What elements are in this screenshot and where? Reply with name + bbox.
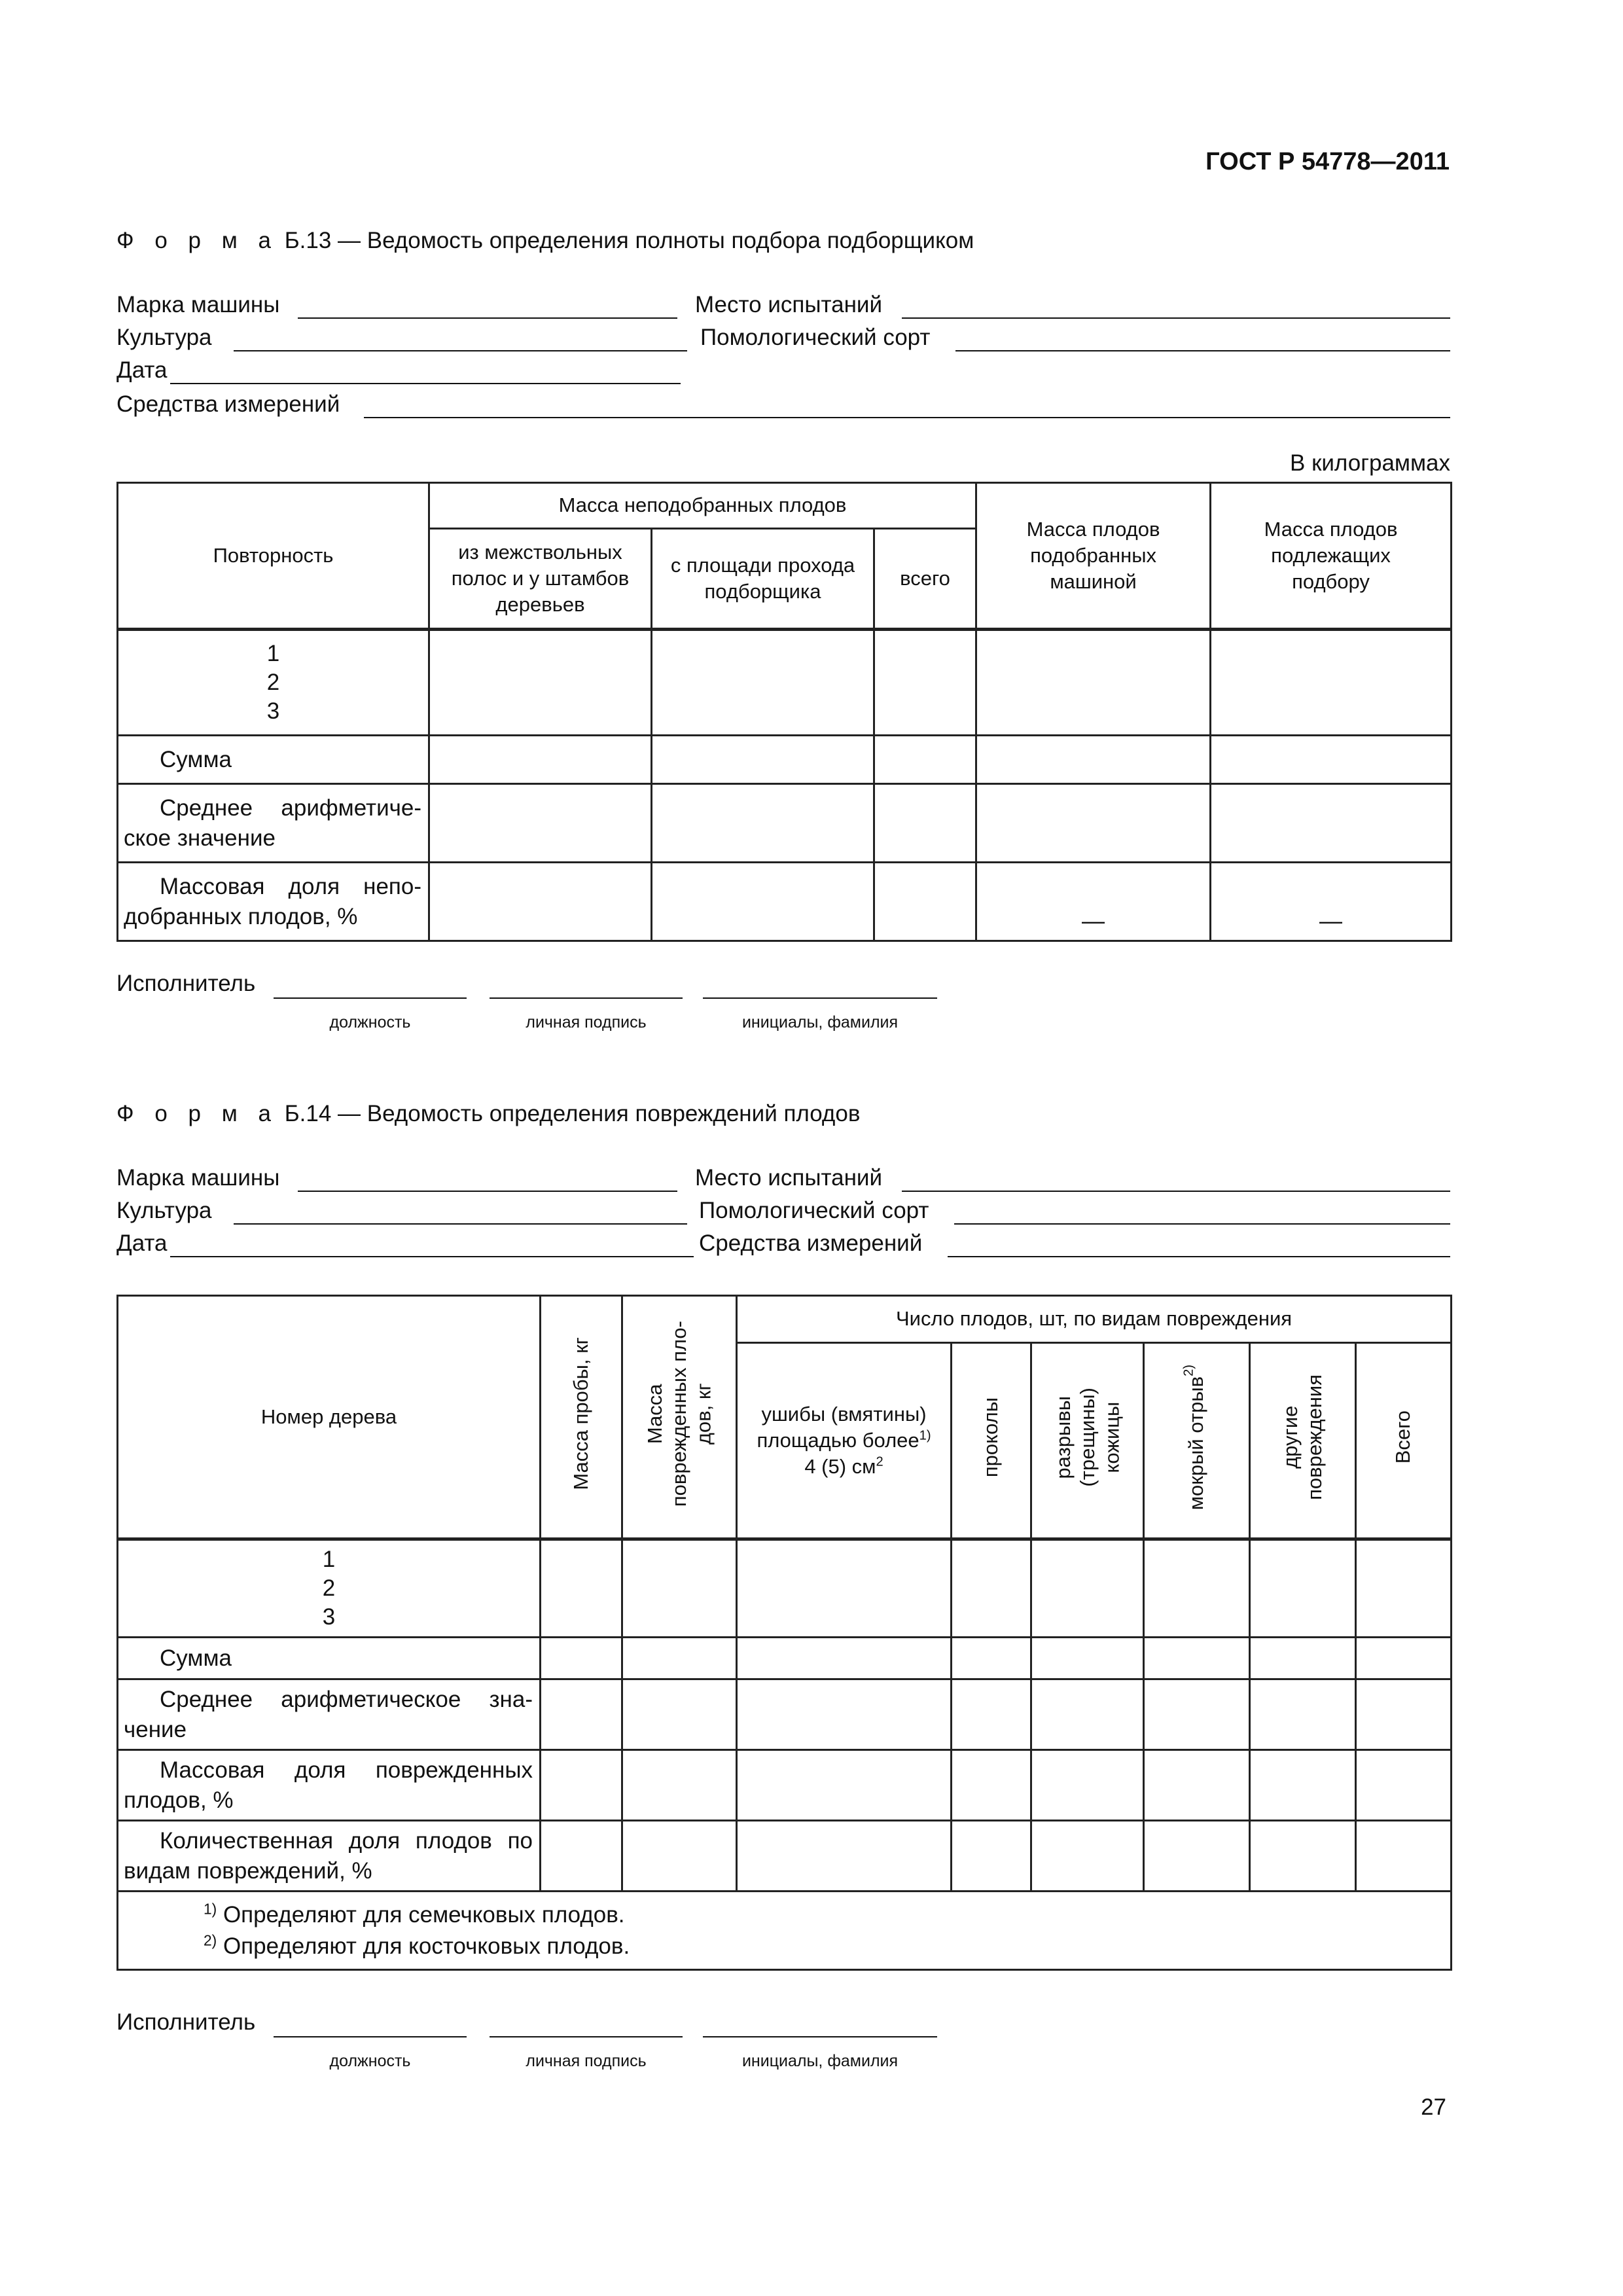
footnote-2: $^{2)}$ Определяют для косточковых плодов. xyxy=(204,1931,630,1959)
executor14-name-field[interactable] xyxy=(703,2036,937,2037)
form13-units: В килограммах xyxy=(1290,450,1450,476)
executor13-signature-caption: личная подпись xyxy=(526,1013,647,1031)
table-cell[interactable] xyxy=(737,1821,952,1892)
header-interrow: из межствольных полос и у штамбов деревьев xyxy=(429,529,652,630)
table-cell[interactable] xyxy=(737,1638,952,1679)
header-damaged-mass-line: поврежденных пло- xyxy=(668,1320,691,1507)
table-cell[interactable] xyxy=(952,1679,1031,1750)
table-cell[interactable] xyxy=(1144,1539,1250,1638)
table-cell[interactable] xyxy=(1031,1821,1144,1892)
row-unpicked-share: Массовая доля непо-добранных плодов, % xyxy=(118,863,429,941)
form14-title xyxy=(116,1101,860,1127)
table-cell[interactable] xyxy=(622,1750,737,1821)
table-cell[interactable] xyxy=(1356,1821,1452,1892)
form14-crop-field[interactable] xyxy=(234,1223,687,1225)
executor14-signature-field[interactable] xyxy=(490,2036,683,2037)
row-sum: Сумма xyxy=(118,1638,541,1679)
form14-machine-field[interactable] xyxy=(298,1191,677,1192)
form13-machine-label: Марка машины xyxy=(116,292,280,317)
executor13-name-field[interactable] xyxy=(703,997,937,999)
header-total-text: Всего xyxy=(1391,1410,1415,1464)
table-cell[interactable] xyxy=(541,1679,622,1750)
dash-cell: — xyxy=(976,863,1211,941)
table-cell[interactable] xyxy=(1356,1679,1452,1750)
form14-machine-label: Марка машины xyxy=(116,1165,280,1191)
table-cell[interactable] xyxy=(874,784,976,863)
header-damaged-mass-text xyxy=(643,1321,716,1507)
form14-place-label: Место испытаний xyxy=(695,1165,883,1191)
table-cell[interactable] xyxy=(652,784,874,863)
header-bruises-line: ушибы (вмятины) xyxy=(761,1402,927,1426)
tree-number: 2 xyxy=(322,1575,336,1602)
dash-cell: — xyxy=(1211,863,1452,941)
table-cell[interactable] xyxy=(652,630,874,736)
header-wet-tear xyxy=(1144,1343,1250,1539)
table-cell[interactable] xyxy=(1250,1679,1356,1750)
table-cell[interactable] xyxy=(1144,1750,1250,1821)
table-cell[interactable] xyxy=(952,1821,1031,1892)
row-mean: Среднее арифметическое зна-чение xyxy=(118,1679,541,1750)
table-cell[interactable] xyxy=(1250,1539,1356,1638)
form13-date-field[interactable] xyxy=(170,383,681,384)
table-cell[interactable] xyxy=(1144,1679,1250,1750)
header-other-damage xyxy=(1250,1343,1356,1539)
table-cell[interactable] xyxy=(1144,1638,1250,1679)
executor13-label: Исполнитель xyxy=(116,971,256,996)
form13-title xyxy=(116,228,974,254)
table-cell[interactable] xyxy=(541,1821,622,1892)
table-cell[interactable] xyxy=(622,1821,737,1892)
table-cell[interactable] xyxy=(429,736,652,784)
table-cell[interactable] xyxy=(1211,736,1452,784)
tree-number: 3 xyxy=(322,1604,336,1630)
table-cell[interactable] xyxy=(952,1750,1031,1821)
table-cell[interactable] xyxy=(1250,1750,1356,1821)
header-damaged-mass xyxy=(622,1296,737,1539)
table-cell[interactable] xyxy=(541,1539,622,1638)
standard-number: ГОСТ Р 54778—2011 xyxy=(1205,148,1450,175)
executor14-position-caption: должность xyxy=(329,2052,411,2070)
repeat-numbers xyxy=(118,630,429,736)
table-cell[interactable] xyxy=(1356,1539,1452,1638)
header-bruises-line: 4 (5) $см^2$ xyxy=(804,1454,883,1479)
table-cell[interactable] xyxy=(622,1539,737,1638)
table-cell[interactable] xyxy=(1031,1750,1144,1821)
table-cell[interactable] xyxy=(1356,1638,1452,1679)
table-cell[interactable] xyxy=(1250,1638,1356,1679)
table-cell[interactable] xyxy=(1031,1679,1144,1750)
form13-crop-field[interactable] xyxy=(234,350,687,351)
header-damaged-mass-line: Масса xyxy=(643,1383,667,1444)
table-cell[interactable] xyxy=(1211,630,1452,736)
form13-title-text: Б.13 — Ведомость определения полноты подбора подборщиком xyxy=(277,228,974,253)
header-tears xyxy=(1031,1343,1144,1539)
header-total xyxy=(1356,1343,1452,1539)
table-cell[interactable] xyxy=(952,1539,1031,1638)
executor14-name-caption: инициалы, фамилия xyxy=(741,2052,899,2070)
header-picked-mass: Масса плодов подобранных машиной xyxy=(976,483,1211,630)
header-sample-mass xyxy=(541,1296,622,1539)
table-cell[interactable] xyxy=(737,1539,952,1638)
table-cell[interactable] xyxy=(1031,1638,1144,1679)
form13-crop-label: Культура xyxy=(116,325,212,350)
page-number: 27 xyxy=(1421,2094,1446,2120)
form13-instruments-field[interactable] xyxy=(364,417,1450,418)
executor14-label: Исполнитель xyxy=(116,2009,256,2035)
header-unpicked-mass: Масса неподобранных плодов xyxy=(429,483,976,529)
repeat-number: 2 xyxy=(266,670,280,696)
executor14-signature-caption: личная подпись xyxy=(526,2052,647,2070)
table-cell[interactable] xyxy=(429,630,652,736)
form14-instruments-label: Средства измерений xyxy=(699,1230,923,1256)
footnote-1: $^{1)}$ Определяют для семечковых плодов. xyxy=(204,1900,625,1928)
form13-place-field[interactable] xyxy=(902,317,1450,319)
form13-instruments-label: Средства измерений xyxy=(116,391,340,417)
header-wet-tear-text: мокрый отрыв$^{2)}$ xyxy=(1182,1364,1208,1510)
table-cell[interactable] xyxy=(737,1679,952,1750)
row-count-share: Количественная доля плодов по видам повреждений, % xyxy=(118,1821,541,1892)
header-bruises xyxy=(737,1343,952,1539)
form14-table xyxy=(116,1295,1452,1971)
tree-number: 1 xyxy=(322,1547,336,1573)
table-cell[interactable] xyxy=(874,736,976,784)
header-tree-number: Номер дерева xyxy=(118,1296,541,1539)
table-cell[interactable] xyxy=(976,630,1211,736)
header-pass-area: с площади прохода подборщика xyxy=(652,529,874,630)
form13-title-prefix: Ф о р м а xyxy=(116,228,278,253)
executor13-position-field[interactable] xyxy=(274,997,467,999)
form14-title-prefix: Ф о р м а xyxy=(116,1101,278,1126)
table-cell[interactable] xyxy=(429,784,652,863)
form14-date-label: Дата xyxy=(116,1230,168,1256)
table-footnotes xyxy=(118,1892,1452,1970)
header-other-damage-text: другие повреждения xyxy=(1279,1374,1327,1500)
form13-place-label: Место испытаний xyxy=(695,292,883,317)
header-sample-mass-text: Масса пробы, кг xyxy=(569,1336,592,1490)
form13-table xyxy=(116,482,1452,942)
table-cell[interactable] xyxy=(541,1638,622,1679)
form14-variety-field[interactable] xyxy=(954,1223,1450,1225)
row-mean: Среднее арифметиче-ское значение xyxy=(118,784,429,863)
table-cell[interactable] xyxy=(976,784,1211,863)
header-damage-count-group: Число плодов, шт, по видам повреждения xyxy=(737,1296,1452,1343)
header-damaged-mass-line: дов, кг xyxy=(692,1382,715,1444)
table-cell[interactable] xyxy=(874,863,976,941)
repeat-number: 1 xyxy=(266,641,280,667)
header-punctures-text: проколы xyxy=(979,1397,1003,1477)
table-cell[interactable] xyxy=(429,863,652,941)
form14-variety-label: Помологический сорт xyxy=(699,1198,929,1223)
executor13-position-caption: должность xyxy=(329,1013,411,1031)
header-repeat: Повторность xyxy=(118,483,429,630)
row-sum: Сумма xyxy=(118,736,429,784)
table-cell[interactable] xyxy=(541,1750,622,1821)
form14-date-field[interactable] xyxy=(170,1256,694,1257)
table-cell[interactable] xyxy=(1144,1821,1250,1892)
header-to-pick-mass: Масса плодов подлежащих подбору xyxy=(1211,483,1452,630)
form13-variety-label: Помологический сорт xyxy=(700,325,931,350)
form14-place-field[interactable] xyxy=(902,1191,1450,1192)
row-mass-share: Массовая доля поврежденных плодов, % xyxy=(118,1750,541,1821)
executor13-signature-field[interactable] xyxy=(490,997,683,999)
table-cell[interactable] xyxy=(737,1750,952,1821)
header-total: всего xyxy=(874,529,976,630)
form14-title-text: Б.14 — Ведомость определения повреждений плодов xyxy=(277,1101,861,1126)
form13-machine-field[interactable] xyxy=(298,317,677,319)
table-cell[interactable] xyxy=(1211,784,1452,863)
footnote-mark-1: 1) xyxy=(919,1428,931,1443)
tree-numbers xyxy=(118,1539,541,1638)
table-cell[interactable] xyxy=(1356,1750,1452,1821)
table-cell[interactable] xyxy=(874,630,976,736)
header-bruises-line: площадью более$^{1)}$ xyxy=(757,1428,931,1452)
executor13-name-caption: инициалы, фамилия xyxy=(741,1013,899,1031)
table-cell[interactable] xyxy=(952,1638,1031,1679)
table-cell[interactable] xyxy=(976,736,1211,784)
repeat-number: 3 xyxy=(266,698,280,724)
table-cell[interactable] xyxy=(622,1679,737,1750)
form14-instruments-field[interactable] xyxy=(948,1256,1450,1257)
footnote-mark-2: 2) xyxy=(1182,1364,1197,1376)
form13-variety-field[interactable] xyxy=(955,350,1450,351)
header-tears-text: разрывы (трещины) кожицы xyxy=(1051,1387,1124,1487)
table-cell[interactable] xyxy=(622,1638,737,1679)
table-cell[interactable] xyxy=(652,736,874,784)
table-cell[interactable] xyxy=(1031,1539,1144,1638)
form13-date-label: Дата xyxy=(116,357,168,383)
header-punctures xyxy=(952,1343,1031,1539)
superscript-2: 2 xyxy=(876,1454,883,1469)
executor14-position-field[interactable] xyxy=(274,2036,467,2037)
form14-crop-label: Культура xyxy=(116,1198,212,1223)
table-cell[interactable] xyxy=(652,863,874,941)
table-cell[interactable] xyxy=(1250,1821,1356,1892)
